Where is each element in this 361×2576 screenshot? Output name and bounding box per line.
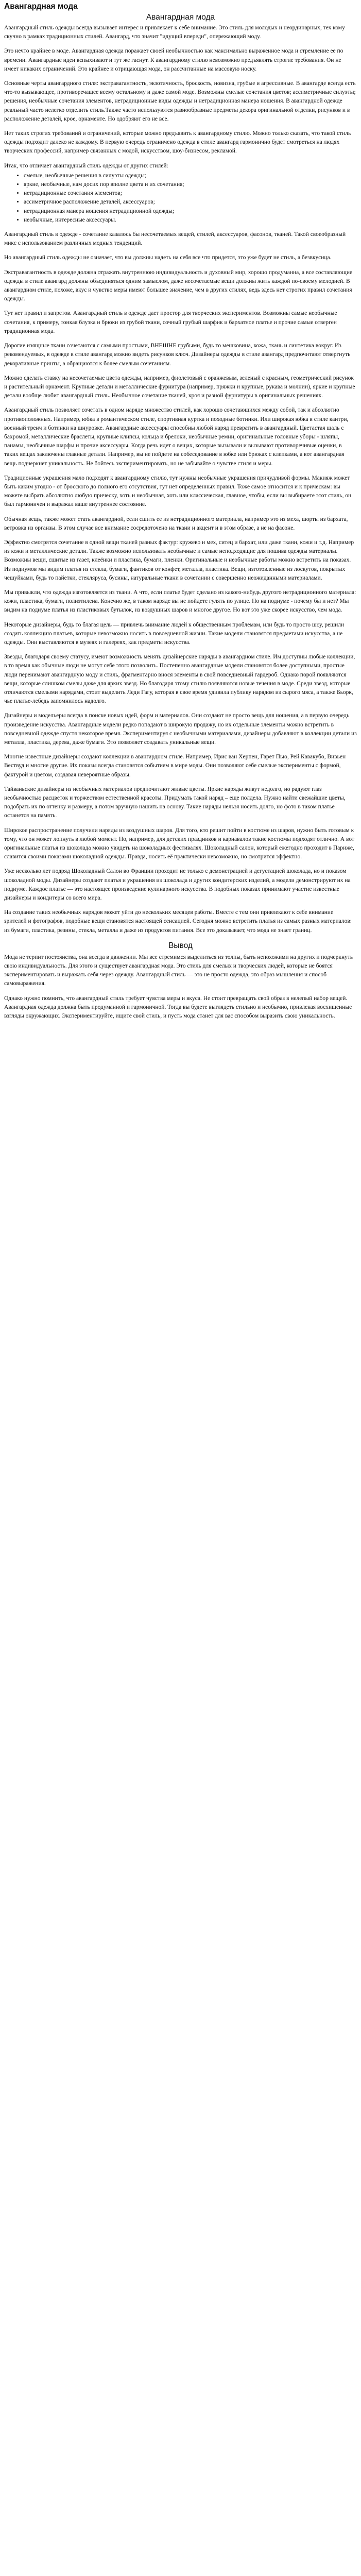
paragraph: Тайваньские дизайнеры из необычных материалов предпочитают живые цветы. Яркие наряды живут недолго, но радуют глаз необычностью расцветок и торжеством естественной красоты. Придумать такой наряд – еще полдела. Нужно найти свежайшие цветы, подобрать их по оттенку и размеру, а потом вручную нашить на основу. Такие наряды нельзя носить долго, но фото в таком платье останется на память. xyxy=(4,786,346,819)
conclusion-heading: Вывод xyxy=(168,941,193,950)
body-section xyxy=(4,230,357,935)
paragraph: Однако нужно помнить, что авангардный стиль требует чувства меры и вкуса. Не стоит превращать свой образ в нелепый набор вещей. Авангардная одежда должна быть продуманной и гармоничной. Тогда вы будете выглядеть стильно и необычно, привлекая восхищенные взгляды окружающих. Экспериментируйте, ищите свой стиль, и пусть мода станет для вас способом выразить свою уникальность. xyxy=(4,995,352,1020)
paragraph: Авангардный стиль в одежде - сочетание казалось бы несочетаемых вещей, стилей, аксессуаров, фасонов, тканей. Такой своеобразный микс с использованием различных модных тенденций. xyxy=(4,231,346,247)
list-item: • яркие, необычные, нам досих пор вполне цвета и их сочетания; xyxy=(24,180,357,189)
paragraph: Традиционные украшения мало подходят к авангардному стилю, тут нужны необычные украшения причудливой формы. Макияж может быть каким угодно - от бросского до полного его отсутствия, тут нет определенных правил. Тоже самое относится и к прическам: вы можете выбрать абсолютно любую прическу, хоть и необычная, хоть или классическая, главное, чтобы, если вы выбираете этот стиль, он был гармоничен и выражал ваше внутреннее состояние. xyxy=(4,474,352,508)
paragraph: Экстравагантность в одежде должна отражать внутреннюю индивидуальность и духовный мир, хорошо продуманна, а все составляющие одежды в стиле авангард должны объединяться одним замыслом, даже несочетаемые вещи должны жить каждой по-своему мелодией. В авангардном стиле, похоже, вкус и чувство меры имеют большее значение, чем в других стилях, ведь здесь нет строгих правил сочетания одежды. xyxy=(4,269,353,302)
paragraph: Авангардный стиль позволяет сочетать в одном наряде множество стилей, как хорошо сочетающихся между собой, так и абсолютно противоположных. Например, юбка в романтическом стиле, спортивная куртка и походные ботинки. Или широкая юбка в стиле кантри, военный тренч и ботинки на шнуровке. Авангардные аксессуары способны любой наряд превратить в авангардный. Цветастая шаль с бахромой, металлические браслеты, крупные клипсы, кольца и брелоки, необычные ремни, оригинальные головные уборы - шляпы, панамы, необычные шарфы и прочие аксессуары. Когда речь идет о вещах, которые вызывали и вызывают противоречивые оценки, в таких вещах заключены главные детали. Например, вы не пойдете на собеседование в юбке или брюках с клепками, а вот авангардная вещь подчеркнет уникальность. Не бойтесь экспериментировать, но не забывайте о чувстве стиля и меры. xyxy=(4,407,349,467)
conclusion-section xyxy=(4,953,357,1021)
paragraph: Широкое распространение получили наряды из воздушных шаров. Для того, кто решит пойти в костюме из шаров, нужно быть готовым к тому, что он может лопнуть в любой момент. Но, например, для детских праздников и карнавалов такие костюмы подходят отлично. А вот оригинальные платья из шоколада можно увидеть на шоколадных фестивалях. Шоколадный салон, который ежегодно проходит в Париже, славится своими показами шоколадной одежды. Правда, носить её практически невозможно, но смотрится эффектно. xyxy=(4,827,354,860)
paragraph: Уже несколько лет подряд Шоколадный Салон во Франции проходит не только с демонстрацией и дегустацией шоколада, но и показом шоколадной моды. Дизайнеры создают платья и украшения из шоколада и других кондитерских изделий, а модели демонстрируют их на подиуме. Каждое платье — это настоящее произведение кулинарного искусства. В подобных показах принимают участие известные дизайнеры и кондитеры со всего мира. xyxy=(4,868,351,902)
list-item: • ассиметричное расположение деталей, аксессуаров; xyxy=(24,198,357,207)
paragraph: Дорогие изящные ткани сочетаются с самыми простыми, ВНЕШНЕ грубыми, будь то мешковина, кожа, ткань и синтетика вокруг. Из рекомендуемых, в одежде в стиле авангард можно видеть рисунков ключ. Дизайнеры одежды в стиле авангард предпочитают отвергнуть декоративные принты, а обращаются к более смелым сочетаниям. xyxy=(4,343,351,367)
paragraph: Эффектно смотрятся сочетание в одной вещи тканей разных фактур: кружево и мех, ситец и бархат, или даже ткани, кожи и т.д. Например из кожи и металлические детали. Также возможно использовать необычные и самые неподходящие для пошива одежды материалы. Возможны вещи, сшитые из газет, клеёнки и пластика, бумаги, пленки. Оригинальные и необычные работы можно встретить на показах. Из подиумов мы видим платья из стекла, бумаги, фантиков от конфет, металла, пластика. Вещи, изготовленные из лоскутов, покрытых чешуйками, будь то пайетки, стекляруса, бусины, натуральные ткани в сочетании с совершенно неожиданными материалами. xyxy=(4,539,354,581)
paragraph: Основные черты авангардного стиля: экстравагантность, экзотичность, броскость, новизна, грубые и агрессивные. В авангарде всегда есть что-то вызывающее, противоречащее всему остальному и даже самой моде. Возможны смелые сочетания цветов; ассиметричные силуэты; решения, необычные сочетания элементов, нетрадиционные виды одежды и нетрадиционная манера ношения. В авангардной одежде реальный часто нелегко отделить стиль.Также часто используются разнообразные предметы декора оригинальной отделки, рисунков и в расположение деталей, крое, орнаменте. Но одобряют его не все. xyxy=(4,80,356,122)
paragraph: Но авангардный стиль одежды не означает, что вы должны надеть на себя все что придется, это уже будет не стиль, а безвкусица. xyxy=(4,255,332,261)
paragraph: Обычная вещь, также может стать авангардной, если сшить ее из нетрадиционного материала, например это из меха, шорты из бархата, ветровка из органзы. В этом случае все внимание сосредоточено на ткани и акцент и в этом образе, а не на фасоне. xyxy=(4,516,348,531)
paragraph: Итак, что отличает авангардный стиль одежды от других стилей: xyxy=(4,162,168,169)
paragraph: Многие известные дизайнеры создают коллекции в авангардном стиле. Например, Ирис ван Херпен, Гарет Пью, Рей Кавакубо, Вивьен Вествуд и многие другие. Их показы всегда становятся событием в мире моды. Они позволяют себе смелые эксперименты с формой, фактурой и цветом, создавая невероятные образы. xyxy=(4,754,346,778)
list-item: • смелые, необычные решения в силуэты одежды; xyxy=(24,172,357,180)
intro-section xyxy=(4,24,357,171)
paragraph: Звезды, благодаря своему статусу, имеют возможность менять дизайнерские наряды в авангардном стиле. Им доступны любые коллекции, в то время как обычные люди не могут себе этого позволить. Постепенно авангардные модели становятся более доступными, простые люди перенимают авангардную моду и стиль, фрагментарно внося элементы в свой повседневный гардероб. Однако порой появляются вещи, которые слишком смелы даже для ярких звезд. Но благодаря этому стилю появляются новые течения в моде. Среди звезд, которые отличаются смелыми нарядами, стоит выделить Леди Гагу, которая в свое время удивила публику нарядом из сырого мяса, а также Бьорк, чье платье-лебедь запомнилось надолго. xyxy=(4,654,355,705)
paragraph: Мода не терпит постоянства, она всегда в движении. Мы все стремимся выделиться из толпы, быть непохожими на других и подчеркнуть свою индивидуальность. Для этого и существует авангардная мода. Это стиль для смелых и творческих людей, которые не боятся экспериментировать и выражать себя через одежду. Авангардный стиль — это не просто одежда, это образ мышления и способ самовыражения. xyxy=(4,954,353,987)
list-item: • нетрадиционная манера ношения нетрадиционной одежды; xyxy=(24,207,357,216)
paragraph: Авангардный стиль одежды всегда вызывает интерес и привлекает к себе внимание. Это стиль для молодых и неординарных, тех кому скучно в рамках традиционных стилей. Авангард, что значит "идущий впереди", опережающий моду. xyxy=(4,25,345,40)
paragraph: Это нечто крайнее в моде. Авангардная одежда поражает своей необычностью как максимально выраженное мода и стремление ее по времени. Авангардные идеи вспыхивают и тут же гаснут. К авангардному стилю невозможно предъявлять строгие требования. Он не имеет никаких ограничений. Это крайнее и отрицающая мода, он рассчитанные на массовую носку. xyxy=(4,48,343,72)
paragraph: Нет таких строгих требований и ограничений, которые можно предъявить к авангардному стилю. Можно только сказать, что такой стиль одежды подходит далеко не каждому. В первую очередь ограничено одежда в стиле авангард гармонично будет смотреться на людях творческих профессий, например связанных с модой, искусством, шоу-бизнесом, рекламой. xyxy=(4,130,351,155)
features-list xyxy=(4,172,357,225)
paragraph: Дизайнеры и модельеры всегда в поиске новых идей, форм и материалов. Они создают не просто вещь для ношения, а в первую очередь произведение искусства. Авангардные модели редко попадают в широкую продажу, но их отдельные элементы можно встретить в повседневной одежде спустя некоторое время. Экспериментируя с необычными материалами, дизайнеры добавляют в коллекции детали из металла, пластика, дерева, даже бумаги. Это позволяет создавать уникальные вещи. xyxy=(4,713,357,746)
article-title: Авангардная мода xyxy=(146,13,215,22)
site-title: Авангардная мода xyxy=(4,2,78,11)
list-item: • нетрадиционные сочетания элементов; xyxy=(24,189,357,198)
paragraph: Тут нет правил и запретов. Авангардный стиль в одежде дает простор для творческих экспериментов. Возможны самые необычные сочетания, к примеру, тонкая блузка и брюки из грубой ткани, сочный грубый шарфик и бархатное платье и прочие самые отверген традиционная мода. xyxy=(4,310,337,334)
paragraph: На создание таких необычных нарядов может уйти до нескольких месяцев работы. Вместе с тем они привлекают к себе внимание зрителей и фотографов, подобные вещи становятся настоящей сенсацией. Сегодня можно встретить платья из самых разных материалов: из бумаги, пластика, резины, стекла, металла и даже из продуктов питания. Все это доказывает, что мода не знает границ. xyxy=(4,909,352,934)
list-item: • необычные, интересные аксессуары. xyxy=(24,216,357,225)
paragraph: Можно сделать ставку на несочетаемые цвета одежды, например, фиолетовый с оранжевым, зеленый с красным, геометрический рисунок и растительный орнамент. Крупные детали и металлические фурнитура (например, пряжки и крупные, рукава и молнии), яркие и крупные детали вообще любит авангардный стиль. Необычное сочетание тканей, кроя и разной фурнитуры в оригинальных решениях. xyxy=(4,375,355,399)
paragraph: Мы привыкли, что одежда изготовляется из ткани. А что, если платье будет сделано из какого-нибудь другого нетрадиционного материала: кожи, пластика, бумаги, полиэтилена. Конечно же, в таком наряде вы не пойдете гулять по улице. Но на подиуме - почему бы и нет? Мы видим на подиуме платья из пластиковых бутылок, из воздушных шаров и многое другое. Но вот это уже скорее искусство, чем мода. xyxy=(4,589,356,614)
paragraph: Некоторые дизайнеры, будь то благая цель — привлечь внимание людей к общественным проблемам, или будь то просто шоу, решили создать коллекцию платьев, которые невозможно носить в повседневной жизни. Такие модели становятся предметами искусства, а не одежды. Они выставляются в музеях и галереях, как предметы искусства. xyxy=(4,621,345,646)
article xyxy=(0,0,361,1021)
